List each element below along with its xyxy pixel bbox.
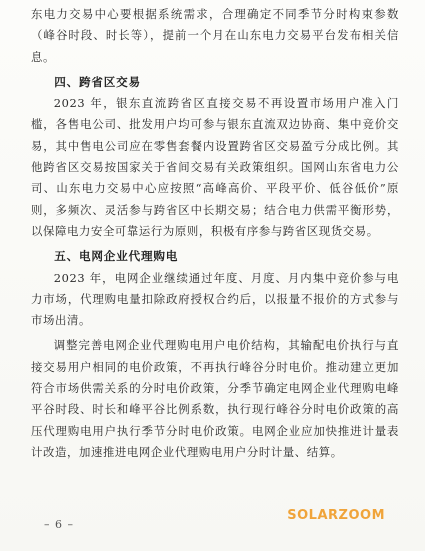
- section-heading-5: 五、电网企业代理购电: [54, 249, 179, 264]
- document-body: [31, 4, 399, 463]
- section-5-paragraph-2: 调整完善电网企业代理购电用户电价结构，其输配电价执行与直接交易用户相同的电价政策，不再执行峰谷分时电价。推动建立更加符合市场供需关系的分时电价政策，分季节确定电网企业代理购电峰平谷时段、时长和峰平谷比例系数，执行现行峰谷分时电价政策的高压代理购电用户执行季节分时电价政策。电网企业应加快推进计量表计改造，加速推进电网企业代理购电用户分时计量、结算。: [31, 338, 399, 459]
- solarzoom-watermark: SOLARZOOM: [287, 508, 385, 523]
- intro-paragraph: 东电力交易中心要根据系统需求，合理确定不同季节分时构束参数（峰谷时段、时长等），提前一个月在山东电力交易平台发布相关信息。: [31, 7, 399, 64]
- section-4-paragraph: 2023 年，银东直流跨省区直接交易不再设置市场用户准入门槛，各售电公司、批发用户均可参与银东直流双边协商、集中竞价交易，其中售电公司应在零售套餐内设置跨省区交易盈亏分成比例。其他跨省区交易按国家关于省间交易有关政策组织。国网山东省电力公司、山东电力交易中心应按照“高峰高价、平段平价、低谷低价”原则，多频次、灵活参与跨省区中长期交易；结合电力供需平衡形势，以保障电力安全可靠运行为原则，积极有序参与跨省区现货交易。: [31, 96, 399, 238]
- section-5-paragraph-1: 2023 年，电网企业继续通过年度、月度、月内集中竞价参与电力市场，代理购电量扣除政府授权合约后，以报量不报价的方式参与市场出清。: [31, 270, 399, 328]
- page-number: – 6 –: [44, 518, 74, 531]
- section-heading-4: 四、跨省区交易: [54, 74, 141, 89]
